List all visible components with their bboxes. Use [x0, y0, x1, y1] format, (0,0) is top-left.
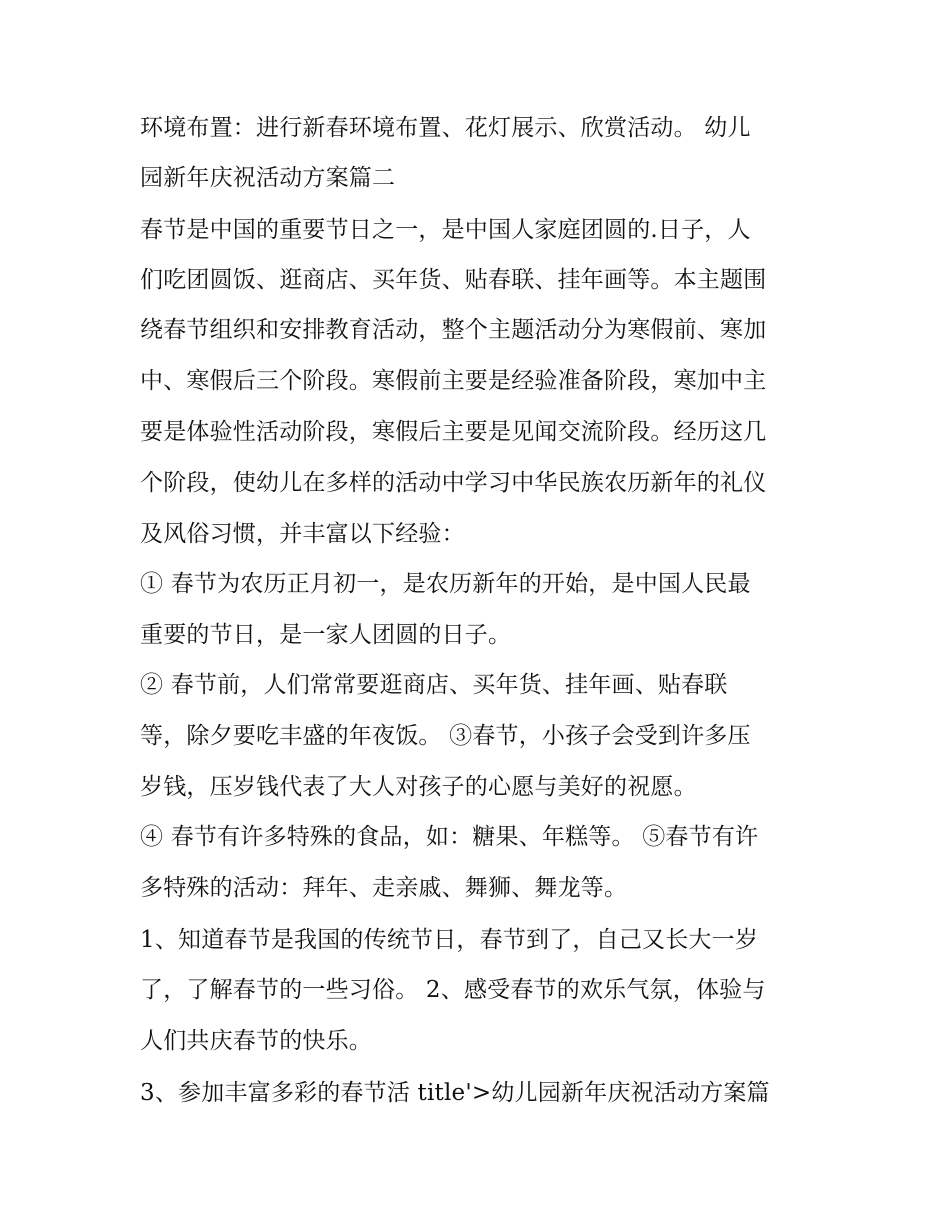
- text-line: 岁钱，压岁钱代表了大人对孩子的心愿与美好的祝愿。: [140, 774, 697, 800]
- text-line: 环境布置：进行新春环境布置、花灯展示、欣赏活动。 幼儿: [140, 115, 751, 141]
- text-line: 多特殊的活动：拜年、走亲戚、舞狮、舞龙等。: [140, 875, 628, 901]
- text-line: 等，除夕要吃丰盛的年夜饭。 ③春节，小孩子会受到许多压: [140, 723, 751, 749]
- text-line: 们吃团圆饭、逛商店、买年货、贴春联、挂年画等。本主题围: [140, 267, 767, 293]
- text-line: 了，了解春节的一些习俗。 2、感受春节的欢乐气氛，体验与: [140, 977, 766, 1003]
- text-line: ① 春节为农历正月初一，是农历新年的开始，是中国人民最: [140, 571, 751, 597]
- text-line: 中、寒假后三个阶段。寒假前主要是经验准备阶段，寒加中主: [140, 368, 767, 394]
- text-line: 春节是中国的重要节日之一，是中国人家庭团圆的.日子，人: [140, 217, 751, 243]
- text-line: 人们共庆春节的快乐。: [140, 1028, 372, 1054]
- text-line: 3、参加丰富多彩的春节活 title'>幼儿园新年庆祝活动方案篇: [140, 1080, 770, 1106]
- text-line: ④ 春节有许多特殊的食品，如：糖果、年糕等。 ⑤春节有许: [140, 824, 759, 850]
- text-line: 个阶段，使幼儿在多样的活动中学习中华民族农历新年的礼仪: [140, 470, 767, 496]
- text-line: 重要的节日，是一家人团圆的日子。: [140, 622, 512, 648]
- text-line: ② 春节前，人们常常要逛商店、买年货、挂年画、贴春联: [140, 672, 728, 698]
- text-line: 及风俗习惯，并丰富以下经验：: [140, 521, 465, 547]
- text-line: 1、知道春节是我国的传统节日，春节到了，自己又长大一岁: [140, 927, 759, 953]
- text-line: 要是体验性活动阶段，寒假后主要是见闻交流阶段。经历这几: [140, 419, 767, 445]
- text-line: 绕春节组织和安排教育活动，整个主题活动分为寒假前、寒加: [140, 317, 767, 343]
- text-line: 园新年庆祝活动方案篇二: [140, 165, 396, 191]
